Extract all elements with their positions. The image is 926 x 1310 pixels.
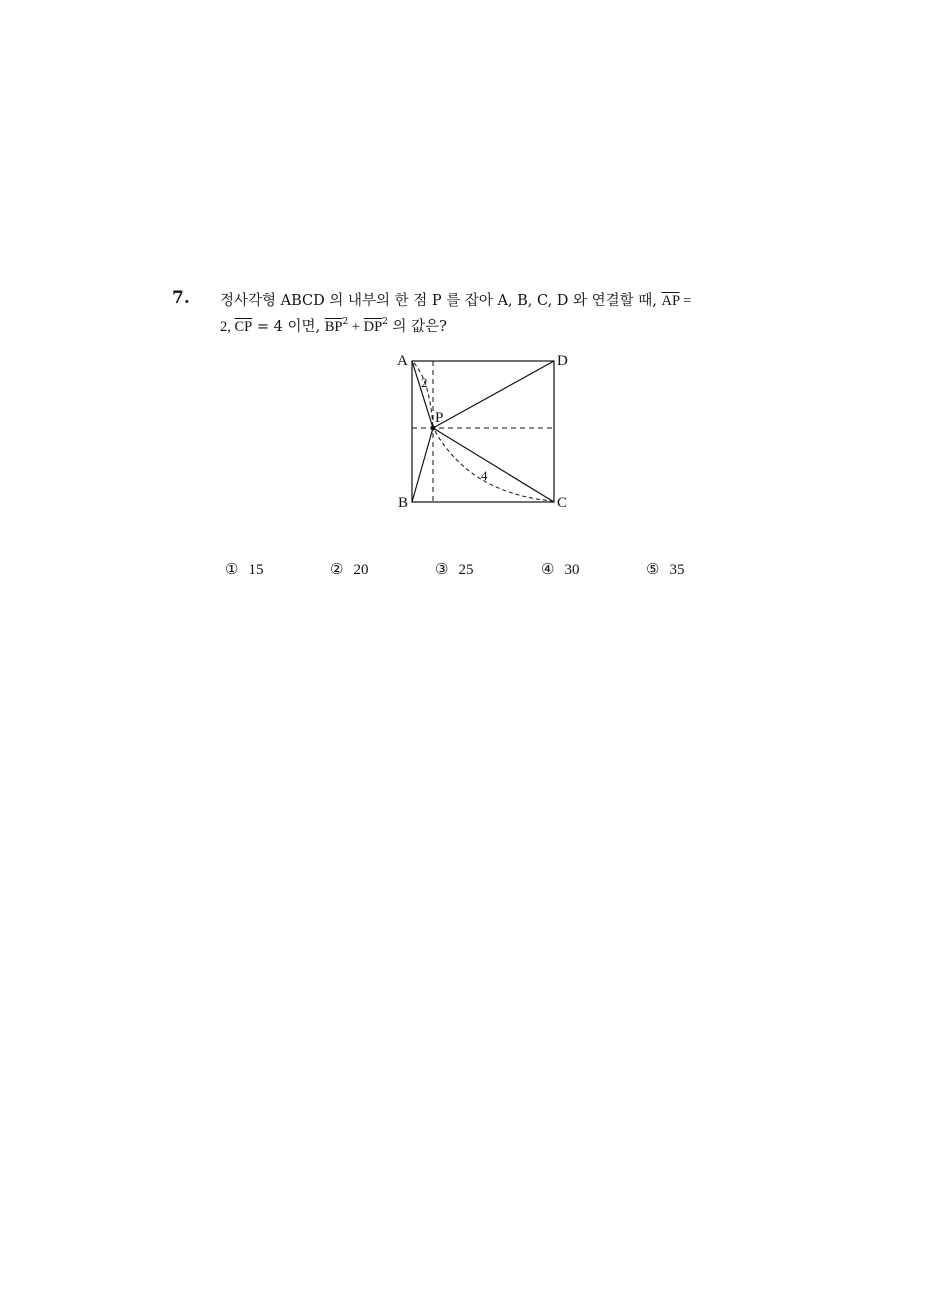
choice-5[interactable] xyxy=(646,560,684,579)
choice-mark: ③ xyxy=(435,562,449,578)
exponent-dp: 2 xyxy=(382,317,388,327)
label-c: C xyxy=(557,495,568,511)
choice-mark: ① xyxy=(225,562,239,578)
square-figure xyxy=(380,345,580,520)
problem-number: 7. xyxy=(172,288,190,308)
ap-value: 2, xyxy=(220,319,235,335)
plus-sign: + xyxy=(348,319,364,335)
choice-mark: ⑤ xyxy=(646,562,660,578)
segment-bp: $\overline{BP}$ xyxy=(324,319,343,335)
stem-text: 정사각형 ABCD 의 내부의 한 점 P 를 잡아 A, B, C, D 와 연결할 때, xyxy=(220,293,662,309)
segment-cp: $\overline{CP}$ xyxy=(234,319,253,335)
stem-line-2 xyxy=(220,314,760,340)
square-diagram xyxy=(380,345,580,520)
choice-value: 20 xyxy=(353,562,369,578)
problem-stem xyxy=(220,288,760,340)
label-ap-length: 2 xyxy=(421,375,428,390)
choice-mark: ④ xyxy=(541,562,555,578)
choice-2[interactable] xyxy=(330,560,368,579)
segment-pa xyxy=(412,361,433,428)
label-p: P xyxy=(435,410,444,426)
stem-line-1 xyxy=(220,288,760,314)
choice-1[interactable] xyxy=(225,560,263,579)
segment-pb xyxy=(412,428,433,502)
label-a: A xyxy=(397,353,408,369)
choice-value: 35 xyxy=(669,562,685,578)
choice-value: 15 xyxy=(248,562,264,578)
choice-3[interactable] xyxy=(435,560,473,579)
choice-value: 30 xyxy=(564,562,580,578)
answer-choices xyxy=(225,560,745,584)
label-b: B xyxy=(398,495,409,511)
equals-sign: = xyxy=(679,293,692,309)
question-end: 의 값은? xyxy=(387,319,447,335)
cp-condition: = 4 이면, xyxy=(252,319,325,335)
point-p xyxy=(431,426,436,431)
label-cp-length: 4 xyxy=(481,468,488,483)
segment-dp: $\overline{DP}$ xyxy=(363,319,383,335)
segment-ap: $\overline{AP}$ xyxy=(661,293,680,309)
choice-value: 25 xyxy=(458,562,474,578)
exponent-bp: 2 xyxy=(342,317,349,327)
segment-pc xyxy=(433,428,554,502)
choice-mark: ② xyxy=(330,562,344,578)
choice-4[interactable] xyxy=(541,560,579,579)
segment-pd xyxy=(433,361,554,428)
label-d: D xyxy=(557,353,568,369)
